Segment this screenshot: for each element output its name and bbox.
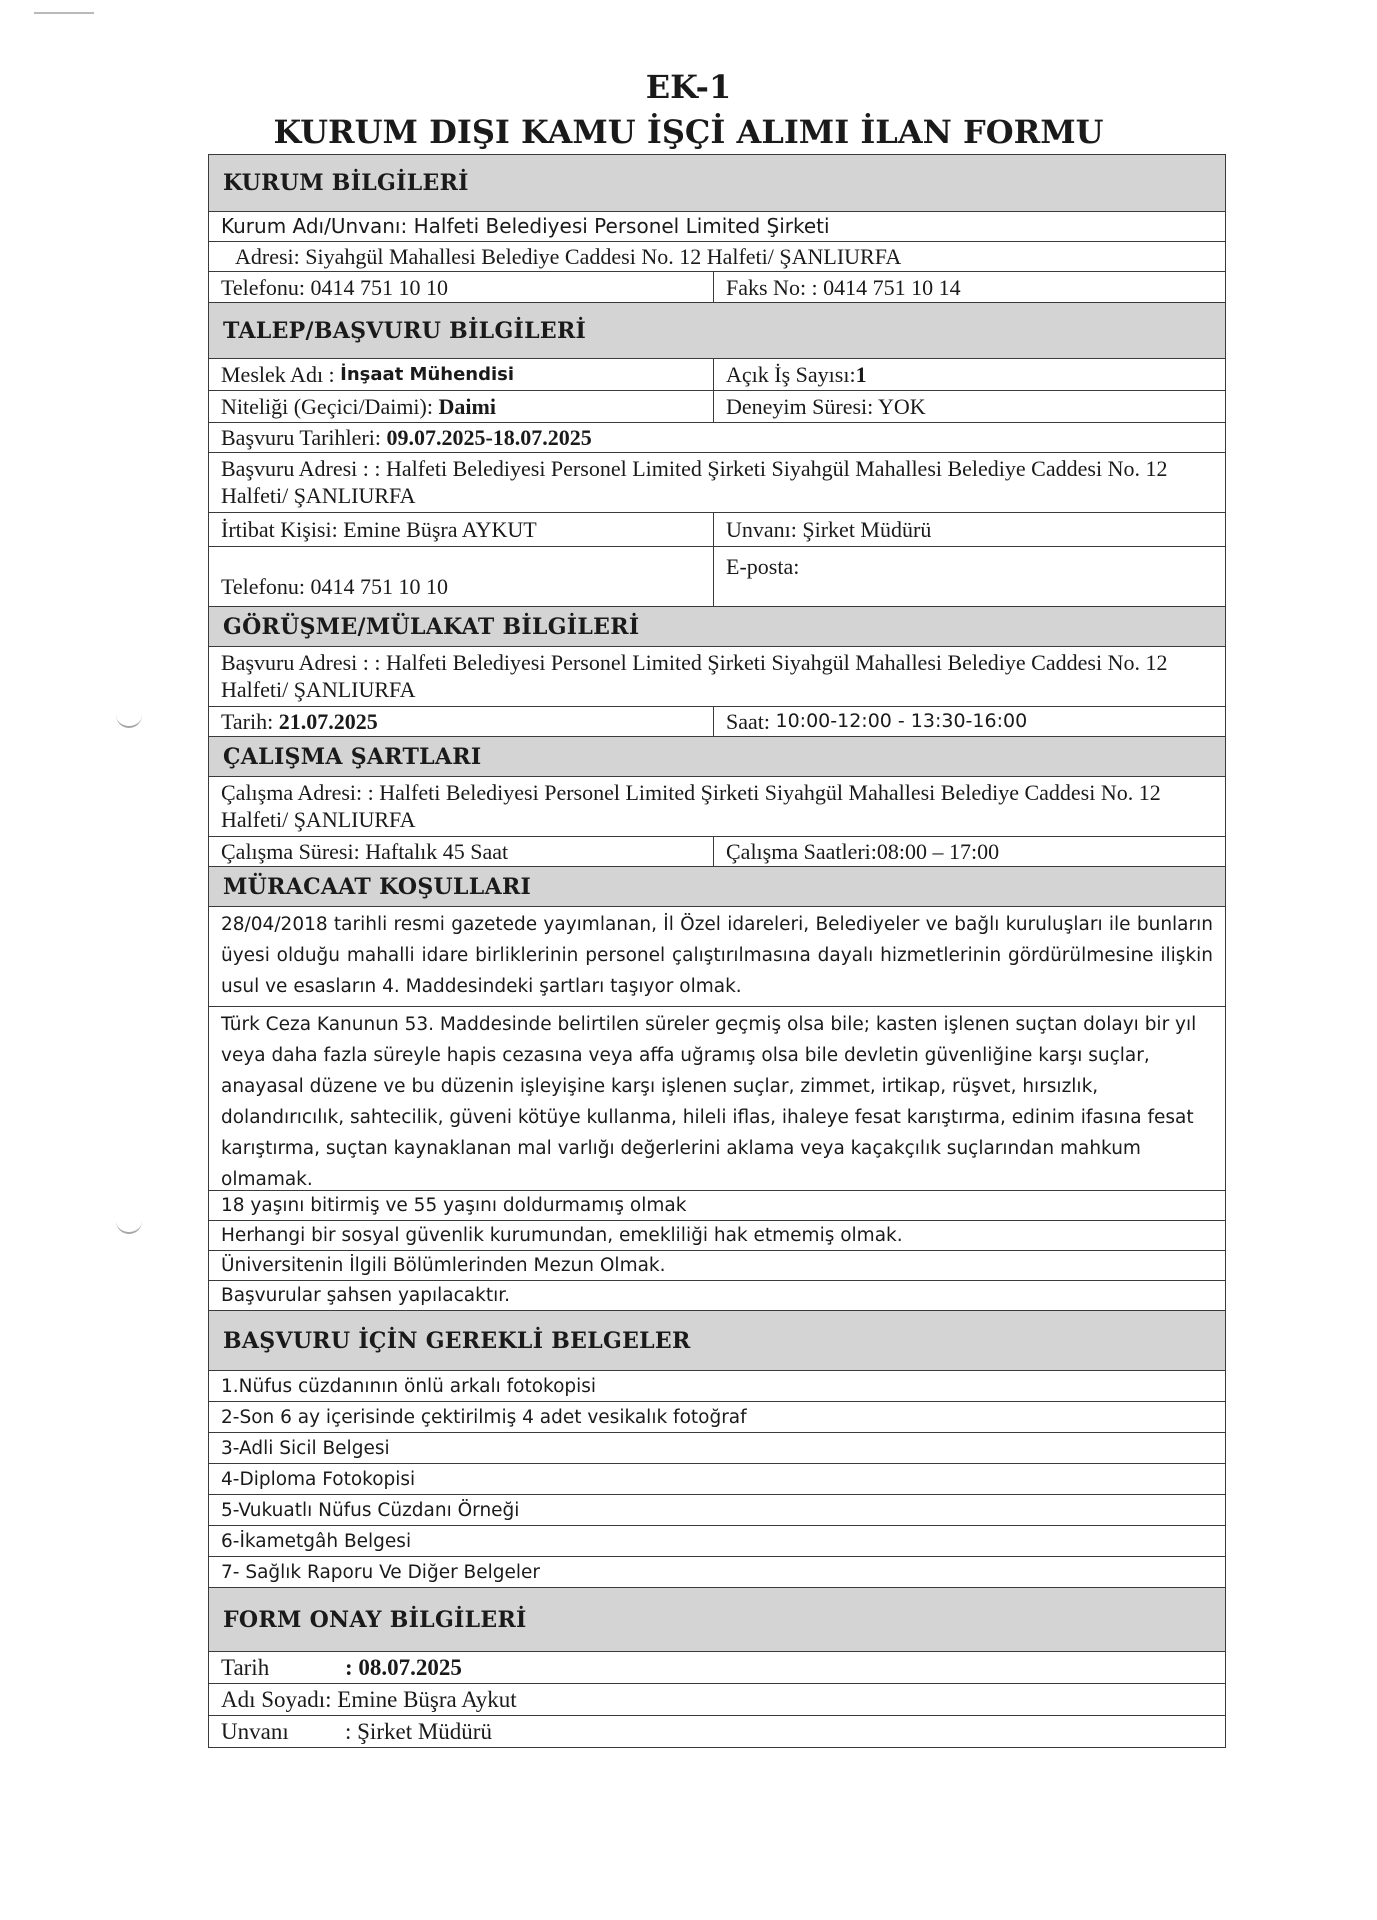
muracaat-condition: Türk Ceza Kanunun 53. Maddesinde belirtilen süreler geçmiş olsa bile; kasten işlenen suçtan dolayı bir yıl veya daha fazla süreyle hapis cezasına veya affa uğramış olsa bile devletin güvenliğine karşı suçlar, anayasal düzene ve bu düzenin işleyişine karşı işlenen suçlar, zimmet, irtikap, rüşvet, hırsızlık, dolandırıcılık, sahtecilik, güveni kötüye kullanma, hileli iflas, ihaleye fesat karıştırma, edinim ifasına fesat karıştırma, suçtan kaynaklanan mal varlığı değerlerini aklama veya kaçakçılık suçlarından mahkum olmamak.: [221, 1014, 1197, 1190]
muracaat-item-row: [209, 1220, 1225, 1250]
required-document: 5-Vukuatlı Nüfus Cüzdanı Örneği: [221, 1499, 520, 1521]
muracaat-condition: Başvurular şahsen yapılacaktır.: [221, 1285, 511, 1306]
irtibat-unvan: Unvanı: Şirket Müdürü: [726, 517, 932, 542]
gorusme-tarih-label: Tarih:: [221, 709, 274, 734]
muracaat-condition: Herhangi bir sosyal güvenlik kurumundan, emekliliği hak etmemiş olmak.: [221, 1225, 903, 1246]
section-title-muracaat: MÜRACAAT KOŞULLARI: [209, 867, 1225, 906]
acik-is-label: Açık İş Sayısı:: [726, 362, 856, 387]
talep-phone: Telefonu: 0414 751 10 10: [209, 547, 714, 606]
calisma-adresi: Çalışma Adresi: : Halfeti Belediyesi Personel Limited Şirketi Siyahgül Mahallesi Belediye Caddesi No. 12 Halfeti/ ŞANLIURFA: [221, 780, 1161, 832]
belge-item-row: [209, 1432, 1225, 1463]
basvuru-tarihleri: [209, 423, 1225, 452]
belge-item-row: [209, 1370, 1225, 1401]
meslek: [209, 359, 714, 390]
onay-tarih-label: Tarih: [221, 1655, 270, 1680]
muracaat-item-row: [209, 1006, 1225, 1190]
section-kurum: [209, 155, 1225, 211]
hole-punch-mark: [116, 1218, 142, 1234]
kurum-name-row: [209, 211, 1225, 241]
meslek-label: Meslek Adı :: [221, 362, 335, 387]
belge-item-row: [209, 1494, 1225, 1525]
muracaat-item-row: [209, 1280, 1225, 1310]
acik-is-value: 1: [855, 362, 867, 387]
kurum-name: [209, 212, 1225, 241]
meslek-value: İnşaat Mühendisi: [340, 364, 515, 385]
section-calisma: [209, 736, 1225, 776]
scan-edge-mark: [34, 12, 94, 14]
basvuru-tarihleri-value: 09.07.2025-18.07.2025: [386, 425, 592, 450]
onay-tarih: [209, 1652, 1225, 1683]
acik-is: [714, 359, 1225, 390]
gorusme-address-row: [209, 646, 1225, 706]
talep-address-row: [209, 452, 1225, 512]
hole-punch-mark: [116, 712, 142, 728]
section-muracaat: [209, 866, 1225, 906]
required-document: 2-Son 6 ay içerisinde çektirilmiş 4 adet vesikalık fotoğraf: [221, 1406, 747, 1428]
kurum-name-value: Halfeti Belediyesi Personel Limited Şirketi: [413, 214, 830, 238]
required-document: 3-Adli Sicil Belgesi: [221, 1437, 390, 1459]
muracaat-condition: Üniversitenin İlgili Bölümlerinden Mezun Olmak.: [221, 1255, 666, 1276]
talep-row-2: [209, 390, 1225, 422]
section-onay: [209, 1587, 1225, 1651]
nitelik-value: Daimi: [438, 394, 496, 419]
belge-item-row: [209, 1556, 1225, 1587]
deneyim: Deneyim Süresi: YOK: [726, 394, 926, 419]
kurum-name-label: Kurum Adı/Unvanı:: [221, 214, 408, 238]
gorusme-saat-label: Saat:: [726, 709, 770, 734]
onay-adi-value: Emine Büşra Aykut: [337, 1687, 517, 1712]
calisma-saatleri: Çalışma Saatleri:08:00 – 17:00: [726, 839, 1000, 864]
gorusme-tarih-value: 21.07.2025: [278, 709, 378, 734]
gorusme-adresi: Başvuru Adresi : : Halfeti Belediyesi Personel Limited Şirketi Siyahgül Mahallesi Belediye Caddesi No. 12 Halfeti/ ŞANLIURFA: [221, 650, 1168, 702]
calisma-address-row: [209, 776, 1225, 836]
gorusme-tarih: [209, 707, 714, 736]
onay-date-row: [209, 1651, 1225, 1683]
onay-title-row: [209, 1715, 1225, 1747]
document-header: [0, 66, 1377, 154]
onay-adi-label: Adı Soyadı:: [221, 1687, 332, 1712]
kurum-phone: Telefonu: 0414 751 10 10: [209, 272, 714, 302]
section-title-onay: FORM ONAY BİLGİLERİ: [209, 1588, 1225, 1651]
required-document: 1.Nüfus cüzdanının önlü arkalı fotokopisi: [221, 1375, 597, 1397]
section-title-belgeler: BAŞVURU İÇİN GEREKLİ BELGELER: [209, 1311, 1225, 1370]
section-title-calisma: ÇALIŞMA ŞARTLARI: [209, 737, 1225, 776]
talep-row-1: [209, 358, 1225, 390]
calisma-suresi: Çalışma Süresi: Haftalık 45 Saat: [209, 837, 714, 866]
onay-tarih-value: : 08.07.2025: [345, 1655, 462, 1680]
required-document: 7- Sağlık Raporu Ve Diğer Belgeler: [221, 1561, 541, 1583]
onay-name-row: [209, 1683, 1225, 1715]
talep-contact-row: [209, 512, 1225, 546]
basvuru-adresi: Başvuru Adresi : : Halfeti Belediyesi Personel Limited Şirketi Siyahgül Mahallesi Belediye Caddesi No. 12 Halfeti/ ŞANLIURFA: [221, 456, 1168, 508]
onay-unvan-value: : Şirket Müdürü: [345, 1719, 492, 1744]
onay-adi-soyadi: [209, 1684, 1225, 1715]
talep-dates-row: [209, 422, 1225, 452]
section-title-kurum: KURUM BİLGİLERİ: [209, 155, 1225, 211]
muracaat-condition: 28/04/2018 tarihli resmi gazetede yayımlanan, İl Özel idareleri, Belediyeler ve bağlı kuruluşları ile bunların üyesi olduğu mahalli idare birliklerinin personel çalıştırılmasına dayalı hizmetlerinin gördürülmesine ilişkin usul ve esasların 4. Maddesindeki şartları taşıyor olmak.: [221, 914, 1213, 997]
section-title-talep: TALEP/BAŞVURU BİLGİLERİ: [209, 303, 1225, 358]
gorusme-saat-value: 10:00-12:00 - 13:30-16:00: [775, 710, 1028, 732]
muracaat-item-row: [209, 1190, 1225, 1220]
talep-phone-row: [209, 546, 1225, 606]
belge-item-row: [209, 1525, 1225, 1556]
nitelik-label: Niteliği (Geçici/Daimi):: [221, 394, 433, 419]
gorusme-time-row: [209, 706, 1225, 736]
talep-email: E-posta:: [726, 554, 800, 579]
nitelik: [209, 391, 714, 422]
muracaat-condition: 18 yaşını bitirmiş ve 55 yaşını doldurmamış olmak: [221, 1195, 687, 1216]
onay-unvan-label: Unvanı: [221, 1719, 289, 1744]
irtibat-kisisi: İrtibat Kişisi: Emine Büşra AYKUT: [209, 513, 714, 546]
kurum-address: Adresi: Siyahgül Mahallesi Belediye Caddesi No. 12 Halfeti/ ŞANLIURFA: [235, 244, 902, 269]
calisma-time-row: [209, 836, 1225, 866]
required-document: 4-Diploma Fotokopisi: [221, 1468, 416, 1490]
document-code: EK-1: [645, 68, 732, 106]
section-talep: [209, 302, 1225, 358]
required-document: 6-İkametgâh Belgesi: [221, 1530, 412, 1552]
basvuru-tarihleri-label: Başvuru Tarihleri:: [221, 425, 381, 450]
belge-item-row: [209, 1463, 1225, 1494]
gorusme-saat: [714, 707, 1225, 736]
document-title: KURUM DIŞI KAMU İŞÇİ ALIMI İLAN FORMU: [273, 113, 1104, 151]
muracaat-item-row: [209, 906, 1225, 1006]
kurum-contact-row: [209, 271, 1225, 302]
kurum-fax: Faks No: : 0414 751 10 14: [726, 274, 961, 300]
job-posting-form: [208, 154, 1226, 1748]
onay-unvan: [209, 1716, 1225, 1747]
section-gorusme: [209, 606, 1225, 646]
belge-item-row: [209, 1401, 1225, 1432]
section-title-gorusme: GÖRÜŞME/MÜLAKAT BİLGİLERİ: [209, 607, 1225, 646]
muracaat-item-row: [209, 1250, 1225, 1280]
kurum-address-row: [209, 241, 1225, 271]
section-belgeler: [209, 1310, 1225, 1370]
